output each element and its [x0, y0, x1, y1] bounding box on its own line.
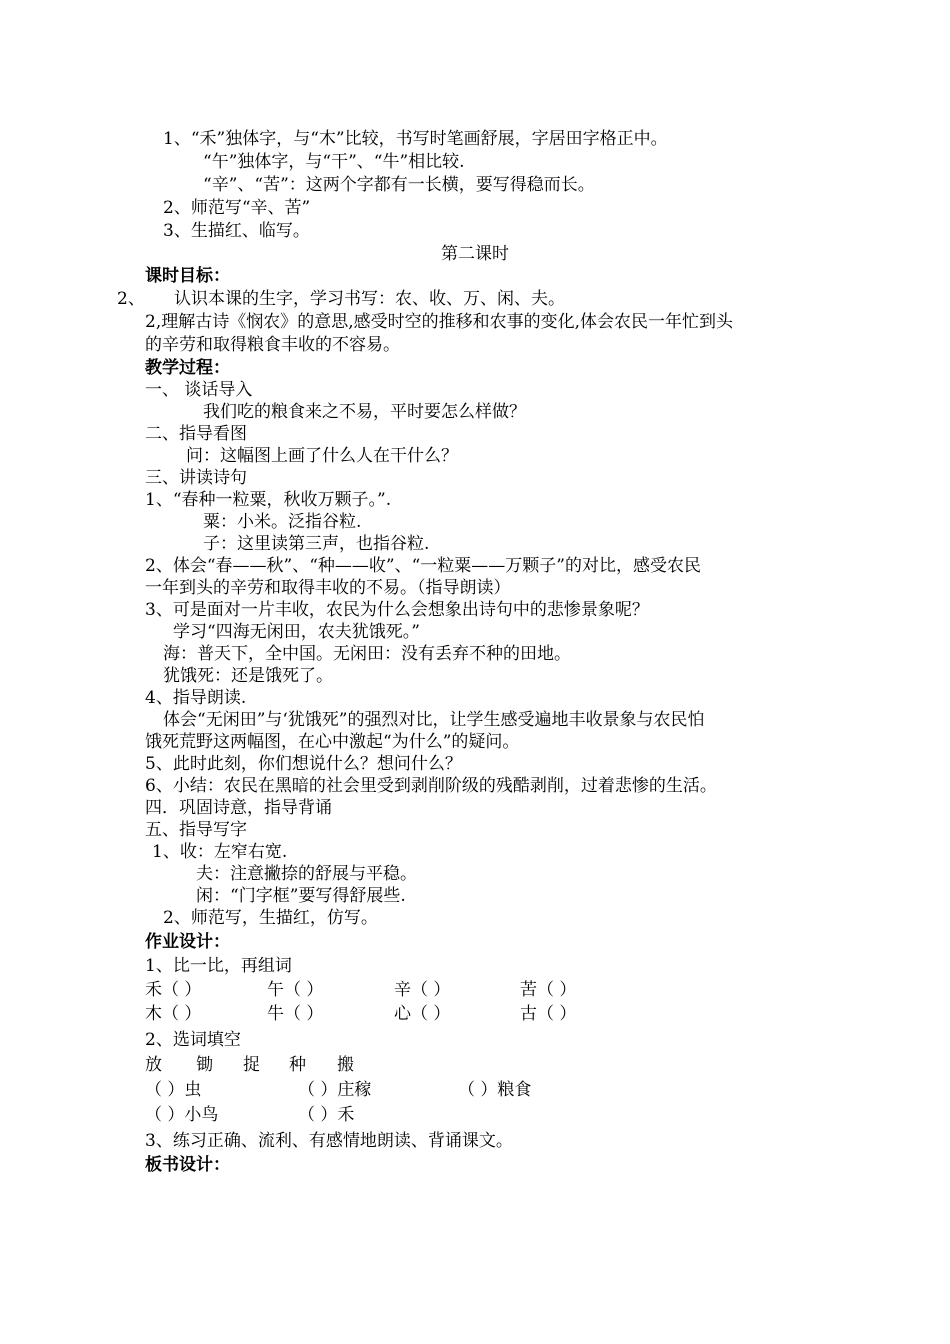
- text-line: 二、指导看图: [145, 424, 247, 444]
- text-line: 1、“春种一粒粟，秋收万颗子。”.: [145, 490, 392, 510]
- word-choice: 锄: [196, 1055, 213, 1075]
- text-line: 犹饿死：还是饿死了。: [163, 666, 333, 686]
- text-line: 认识本课的生字，学习书写：农、收、万、闲、夫。: [174, 289, 565, 309]
- list-number: 2、: [117, 289, 145, 309]
- text-line: 3、生描红、临写。: [163, 221, 310, 241]
- compare-cell: 苦（ ）: [520, 980, 577, 1000]
- text-line: 4、指导朗读.: [145, 688, 247, 708]
- text-line: 5、此时此刻，你们想说什么？想问什么？: [145, 754, 462, 774]
- section-heading: 板书设计：: [145, 1155, 230, 1175]
- text-line: 四．巩固诗意，指导背诵: [145, 798, 332, 818]
- text-line: 2、师范写，生描红，仿写。: [163, 908, 378, 928]
- fill-blank: （ ）庄稼: [298, 1080, 372, 1100]
- text-line: 3、可是面对一片丰收，农民为什么会想象出诗句中的悲惨景象呢？: [145, 600, 649, 620]
- text-line: 闲：“门字框”要写得舒展些.: [196, 886, 406, 906]
- section-heading: 作业设计：: [145, 932, 230, 952]
- fill-blank: （ ）禾: [298, 1105, 355, 1125]
- text-line: “辛”、“苦”：这两个字都有一长横，要写得稳而长。: [203, 175, 595, 195]
- compare-cell: 木（ ）: [145, 1004, 202, 1024]
- text-line: 6、小结：农民在黑暗的社会里受到剥削阶级的残酷剥削，过着悲惨的生活。: [145, 776, 717, 796]
- text-line: 的辛劳和取得粮食丰收的不容易。: [145, 335, 400, 355]
- word-choice: 搬: [337, 1055, 354, 1075]
- fill-blank: （ ）虫: [145, 1080, 202, 1100]
- text-line: 2、师范写“辛、苦”: [163, 198, 311, 218]
- fill-blank: （ ）小鸟: [145, 1105, 219, 1125]
- text-line: 2、选词填空: [145, 1030, 241, 1050]
- compare-cell: 心（ ）: [394, 1004, 451, 1024]
- text-line: 问：这幅图上画了什么人在干什么？: [186, 446, 458, 466]
- section-heading: 教学过程：: [145, 358, 230, 378]
- text-line: 体会“无闲田”与‘犹饿死”的强烈对比，让学生感受遍地丰收景象与农民怕: [163, 710, 705, 730]
- text-line: 一年到头的辛劳和取得丰收的不易。（指导朗读）: [145, 578, 511, 598]
- word-choice: 捉: [243, 1055, 260, 1075]
- compare-cell: 牛（ ）: [267, 1004, 324, 1024]
- compare-cell: 禾（ ）: [145, 980, 202, 1000]
- text-line: 2、体会“春——秋”、“种——收”、“一粒粟——万颗子”的对比，感受农民: [145, 556, 701, 576]
- text-line: 子：这里读第三声，也指谷粒.: [203, 534, 430, 554]
- text-line: 1、收：左窄右宽.: [152, 842, 288, 862]
- text-line: 三、讲读诗句: [145, 468, 247, 488]
- section-heading: 课时目标：: [145, 266, 230, 286]
- text-line: 海：普天下，全中国。无闲田：没有丢弃不种的田地。: [163, 644, 571, 664]
- text-line: 夫：注意撇捺的舒展与平稳。: [196, 864, 417, 884]
- compare-cell: 午（ ）: [267, 980, 324, 1000]
- word-choice: 放: [145, 1055, 162, 1075]
- text-line: 粟：小米。泛指谷粒.: [203, 512, 362, 532]
- text-line: 我们吃的粮食来之不易，平时要怎么样做？: [203, 402, 526, 422]
- fill-blank: （ ）粮食: [458, 1080, 532, 1100]
- text-line: 3、练习正确、流利、有感情地朗读、背诵课文。: [145, 1131, 513, 1151]
- word-choice: 种: [289, 1055, 306, 1075]
- text-line: 饿死荒野这两幅图，在心中激起“为什么”的疑问。: [145, 732, 520, 752]
- text-line: 一、 谈话导入: [145, 380, 253, 400]
- text-line: 1、“禾”独体字，与“木”比较，书写时笔画舒展，字居田字格正中。: [163, 129, 668, 149]
- text-line: 五、指导写字: [145, 820, 247, 840]
- compare-cell: 古（ ）: [520, 1004, 577, 1024]
- text-line: 1、比一比，再组词: [145, 956, 292, 976]
- compare-cell: 辛（ ）: [394, 980, 451, 1000]
- text-line: 学习“四海无闲田，农夫犹饿死。”: [173, 622, 420, 642]
- text-line: 2,理解古诗《悯农》的意思,感受时空的推移和农事的变化,体会农民一年忙到头: [145, 312, 734, 332]
- lesson-title: 第二课时: [441, 244, 509, 264]
- text-line: “午”独体字，与“干”、“牛”相比较.: [203, 152, 465, 172]
